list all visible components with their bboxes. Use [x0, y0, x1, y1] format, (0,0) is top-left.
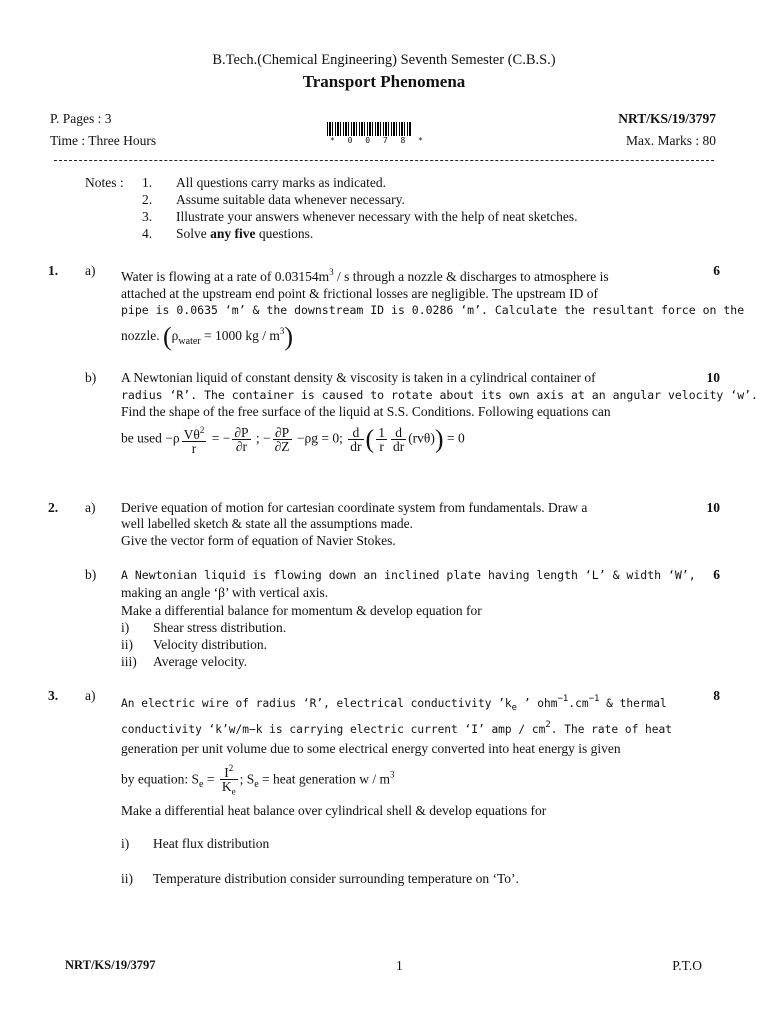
question-line: Find the shape of the free surface of the liquid at S.S. Conditions. Following equations can [121, 404, 611, 419]
list-item-number: iii) [121, 654, 137, 669]
question-line: A Newtonian liquid of constant density & viscosity is taken in a cylindrical container of [121, 370, 596, 385]
subquestion-label: a) [85, 263, 96, 278]
question-line: Give the vector form of equation of Navier Stokes. [121, 533, 396, 548]
header-divider [54, 160, 714, 161]
question-number: 1. [48, 263, 59, 278]
question-line: Derive equation of motion for cartesian coordinate system from fundamentals. Draw a [121, 500, 588, 515]
barcode-number: * 0 0 7 8 * [330, 136, 427, 145]
list-item-number: ii) [121, 637, 133, 652]
note-num: 3. [142, 209, 153, 224]
list-item: Velocity distribution. [153, 637, 267, 652]
note-text: Solve any five questions. [176, 226, 314, 241]
exam-time: Time : Three Hours [50, 133, 157, 148]
marks: 6 [713, 263, 720, 278]
list-item-number: i) [121, 620, 130, 635]
question-line: Make a differential heat balance over cylindrical shell & develop equations for [121, 803, 547, 818]
subquestion-label: b) [85, 567, 97, 582]
list-item-number: i) [121, 836, 130, 851]
pto-label: P.T.O [672, 958, 702, 973]
marks: 8 [713, 688, 720, 703]
list-item: Temperature distribution consider surrounding temperature on ‘To’. [153, 871, 519, 886]
note-text: Illustrate your answers whenever necessary with the help of neat sketches. [176, 209, 578, 224]
question-number: 3. [48, 688, 59, 703]
question-number: 2. [48, 500, 59, 515]
subquestion-label: a) [85, 688, 96, 703]
list-item: Heat flux distribution [153, 836, 270, 851]
note-num: 4. [142, 226, 153, 241]
subject-title: Transport Phenomena [302, 72, 466, 91]
question-line: radius ‘R’. The container is caused to rotate about its own axis at an angular velocity ‘w’. [121, 388, 758, 402]
subquestion-label: b) [85, 370, 97, 385]
page-number: 1 [396, 958, 403, 973]
marks: 6 [713, 567, 720, 582]
question-line: conductivity ‘k’w/m−k is carrying electric current ‘I’ amp / $cm^2$. The rate of heat [121, 720, 673, 736]
question-line: A Newtonian liquid is flowing down an inclined plate having length ‘L’ & width ‘W’, [121, 568, 696, 582]
equation-line: be used −ρ $\frac{V\theta^2}{r}$ = − $\frac{\partial P}{\partial r}$ ; − $\frac{\partial P}{\partial Z}$ −ρg = 0; $\frac{d}{dr}$ ( $\frac{1}{r}$ $\frac{d}{dr}$ (rvθ)) = 0 [121, 424, 465, 456]
max-marks: Max. Marks : 80 [626, 133, 716, 148]
question-line: An electric wire of radius ‘R’, electrical conductivity $’k_e$ ’ $ohm^{-1}.cm^{-1}$ & thermal [121, 694, 667, 714]
list-item: Average velocity. [153, 654, 248, 669]
note-text: Assume suitable data whenever necessary. [176, 192, 405, 207]
question-line: Make a differential balance for momentum & develop equation for [121, 603, 482, 618]
notes-label: Notes : [85, 175, 124, 190]
list-item-number: ii) [121, 871, 133, 886]
list-item: Shear stress distribution. [153, 620, 287, 635]
marks: 10 [706, 370, 720, 385]
barcode [327, 122, 411, 136]
question-line: pipe is 0.0635 ‘m’ & the downstream ID is 0.0286 ‘m’. Calculate the resultant force on the [121, 303, 745, 317]
course-title: B.Tech.(Chemical Engineering) Seventh Semester (C.B.S.) [212, 52, 556, 68]
subquestion-label: a) [85, 500, 96, 515]
question-line: making an angle ‘β’ with vertical axis. [121, 585, 329, 600]
page-count: P. Pages : 3 [50, 111, 112, 126]
note-text: All questions carry marks as indicated. [176, 175, 386, 190]
note-num: 1. [142, 175, 153, 190]
equation-line: by equation: $S_e$ = $\frac{I^2}{K_e}$ ; $S_e$ = heat generation w / $m^3$ [121, 763, 395, 797]
question-line: attached at the upstream end point & frictional losses are negligible. The upstream ID of [121, 286, 598, 301]
question-line: generation per unit volume due to some electrical energy converted into heat energy is given [121, 741, 621, 756]
question-line: nozzle. ($\rho_{water} = 1000$ kg / $m^3$) [121, 322, 294, 351]
note-num: 2. [142, 192, 153, 207]
question-line: Water is flowing at a rate of $0.03154m^3$ / s through a nozzle & discharges to atmosphere is [121, 267, 609, 284]
paper-code: NRT/KS/19/3797 [618, 111, 716, 126]
question-line: well labelled sketch & state all the assumptions made. [121, 516, 414, 531]
footer-code: NRT/KS/19/3797 [65, 958, 156, 972]
marks: 10 [706, 500, 720, 515]
